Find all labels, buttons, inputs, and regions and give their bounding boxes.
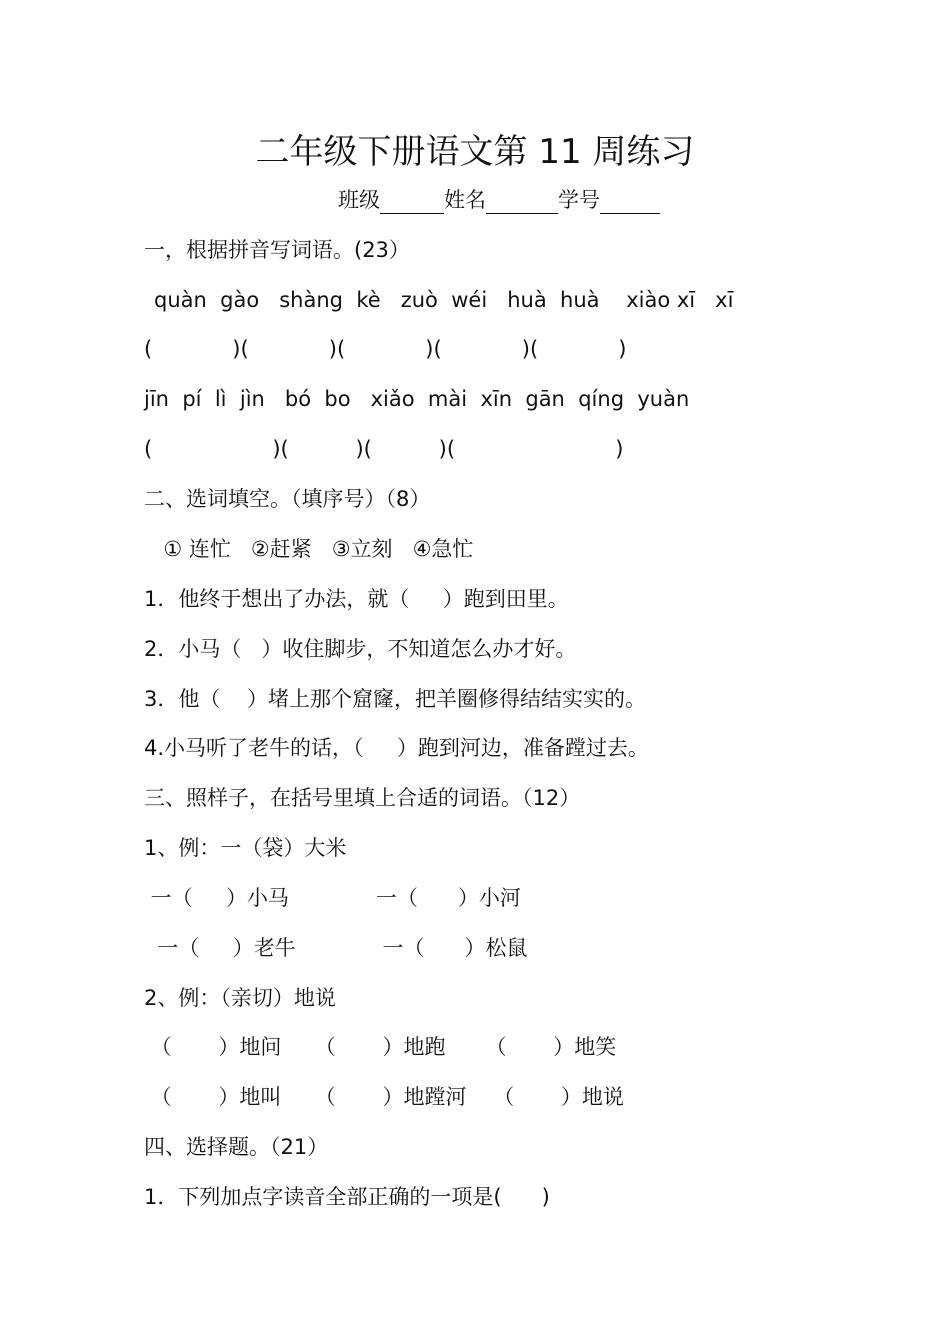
section3-heading: 三、照样子，在括号里填上合适的词语。（12） [144,786,581,810]
section2-question-1: 1．他终于想出了办法，就（ ）跑到田里。 [144,587,569,611]
section2-heading: 二、选词填空。（填序号）（8） [144,487,431,511]
answer-blanks-row-2[interactable]: ( )( )( )( ) [144,437,624,461]
measure-word-row-2: 一（ ）老牛 一（ ）松鼠 [144,936,528,960]
class-label: 班级 [338,188,380,212]
section3-example-1: 1、例：一（袋）大米 [144,836,347,860]
section2-question-2: 2．小马（ ）收住脚步，不知道怎么办才好。 [144,637,577,661]
adverb-row-1: （ ）地问 （ ）地跑 （ ）地笑 [144,1035,617,1059]
section4-heading: 四、选择题。（21） [144,1135,329,1159]
pinyin-row-1: quàn gào shàng kè zuò wéi huà huà xiào xī xī [154,288,734,312]
number-blank[interactable] [600,191,660,214]
answer-blanks-row-1[interactable]: ( )( )( )( )( ) [144,337,627,361]
word-options: ① 连忙 ②赶紧 ③立刻 ④急忙 [150,537,474,561]
class-blank[interactable] [380,191,444,214]
page-title: 二年级下册语文第 11 周练习 [255,132,695,172]
section2-question-4: 4.小马听了老牛的话，（ ）跑到河边，准备蹚过去。 [144,736,649,760]
student-info [338,186,660,214]
adverb-row-2: （ ）地叫 （ ）地蹚河 （ ）地说 [144,1085,624,1109]
section4-question-1: 1．下列加点字读音全部正确的一项是( ) [144,1185,550,1209]
section1-heading: 一，根据拼音写词语。(23） [144,238,410,262]
section2-question-3: 3．他（ ）堵上那个窟窿，把羊圈修得结结实实的。 [144,687,647,711]
name-blank[interactable] [486,191,558,214]
name-label: 姓名 [444,188,486,212]
measure-word-row-1: 一（ ）小马 一（ ）小河 [144,886,521,910]
pinyin-row-2: jīn pí lì jìn bó bo xiǎo mài xīn gān qíng yuàn [144,387,690,411]
number-label: 学号 [558,188,600,212]
section3-example-2: 2、例：（亲切）地说 [144,986,336,1010]
